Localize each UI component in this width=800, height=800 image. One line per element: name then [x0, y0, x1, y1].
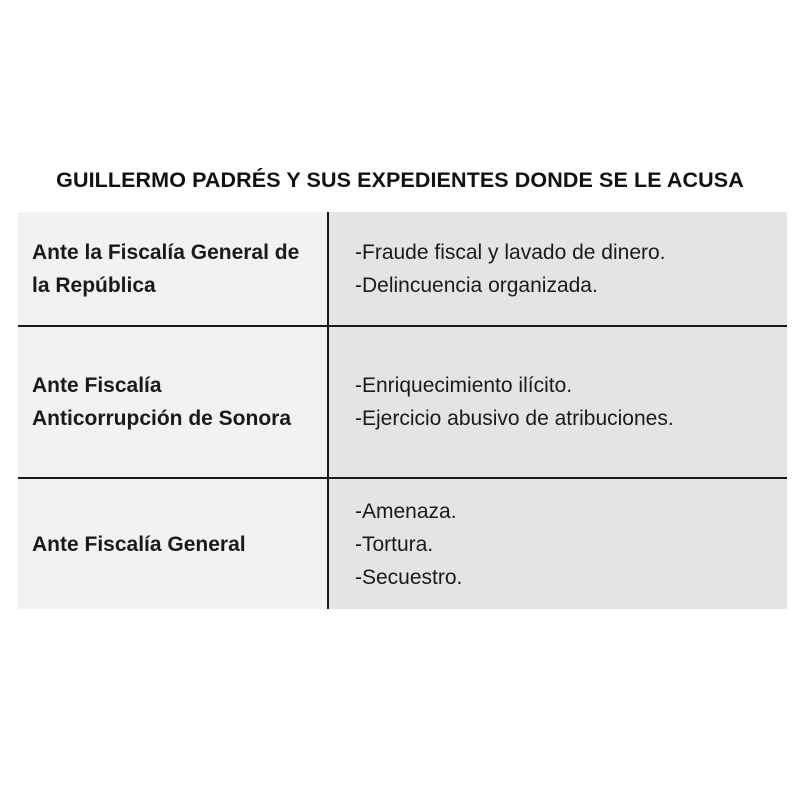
charge-item: -Fraude fiscal y lavado de dinero.	[355, 240, 666, 264]
charges-cell	[329, 212, 787, 325]
agency-label: Ante la Fiscalía General de la República	[32, 240, 300, 297]
agency-label: Ante Fiscalía General	[32, 532, 246, 556]
charges-cell	[329, 327, 787, 477]
charge-item: -Amenaza.	[355, 499, 457, 523]
page-title: GUILLERMO PADRÉS Y SUS EXPEDIENTES DONDE SE LE ACUSA	[56, 168, 744, 192]
table-row	[18, 212, 787, 325]
agency-label: Ante Fiscalía Anticorrupción de Sonora	[32, 374, 292, 430]
agency-cell	[18, 212, 327, 325]
table-row	[18, 327, 787, 477]
agency-cell	[18, 327, 327, 477]
charges-cell	[329, 479, 787, 609]
agency-cell	[18, 479, 327, 609]
charge-item: -Ejercicio abusivo de atribuciones.	[355, 407, 674, 430]
charge-item: -Tortura.	[355, 532, 434, 556]
charge-item: -Delincuencia organizada.	[355, 273, 598, 297]
table-row	[18, 479, 787, 609]
charge-item: -Enriquecimiento ilícito.	[355, 374, 573, 397]
accusations-table	[18, 212, 787, 609]
charge-item: -Secuestro.	[355, 565, 463, 589]
